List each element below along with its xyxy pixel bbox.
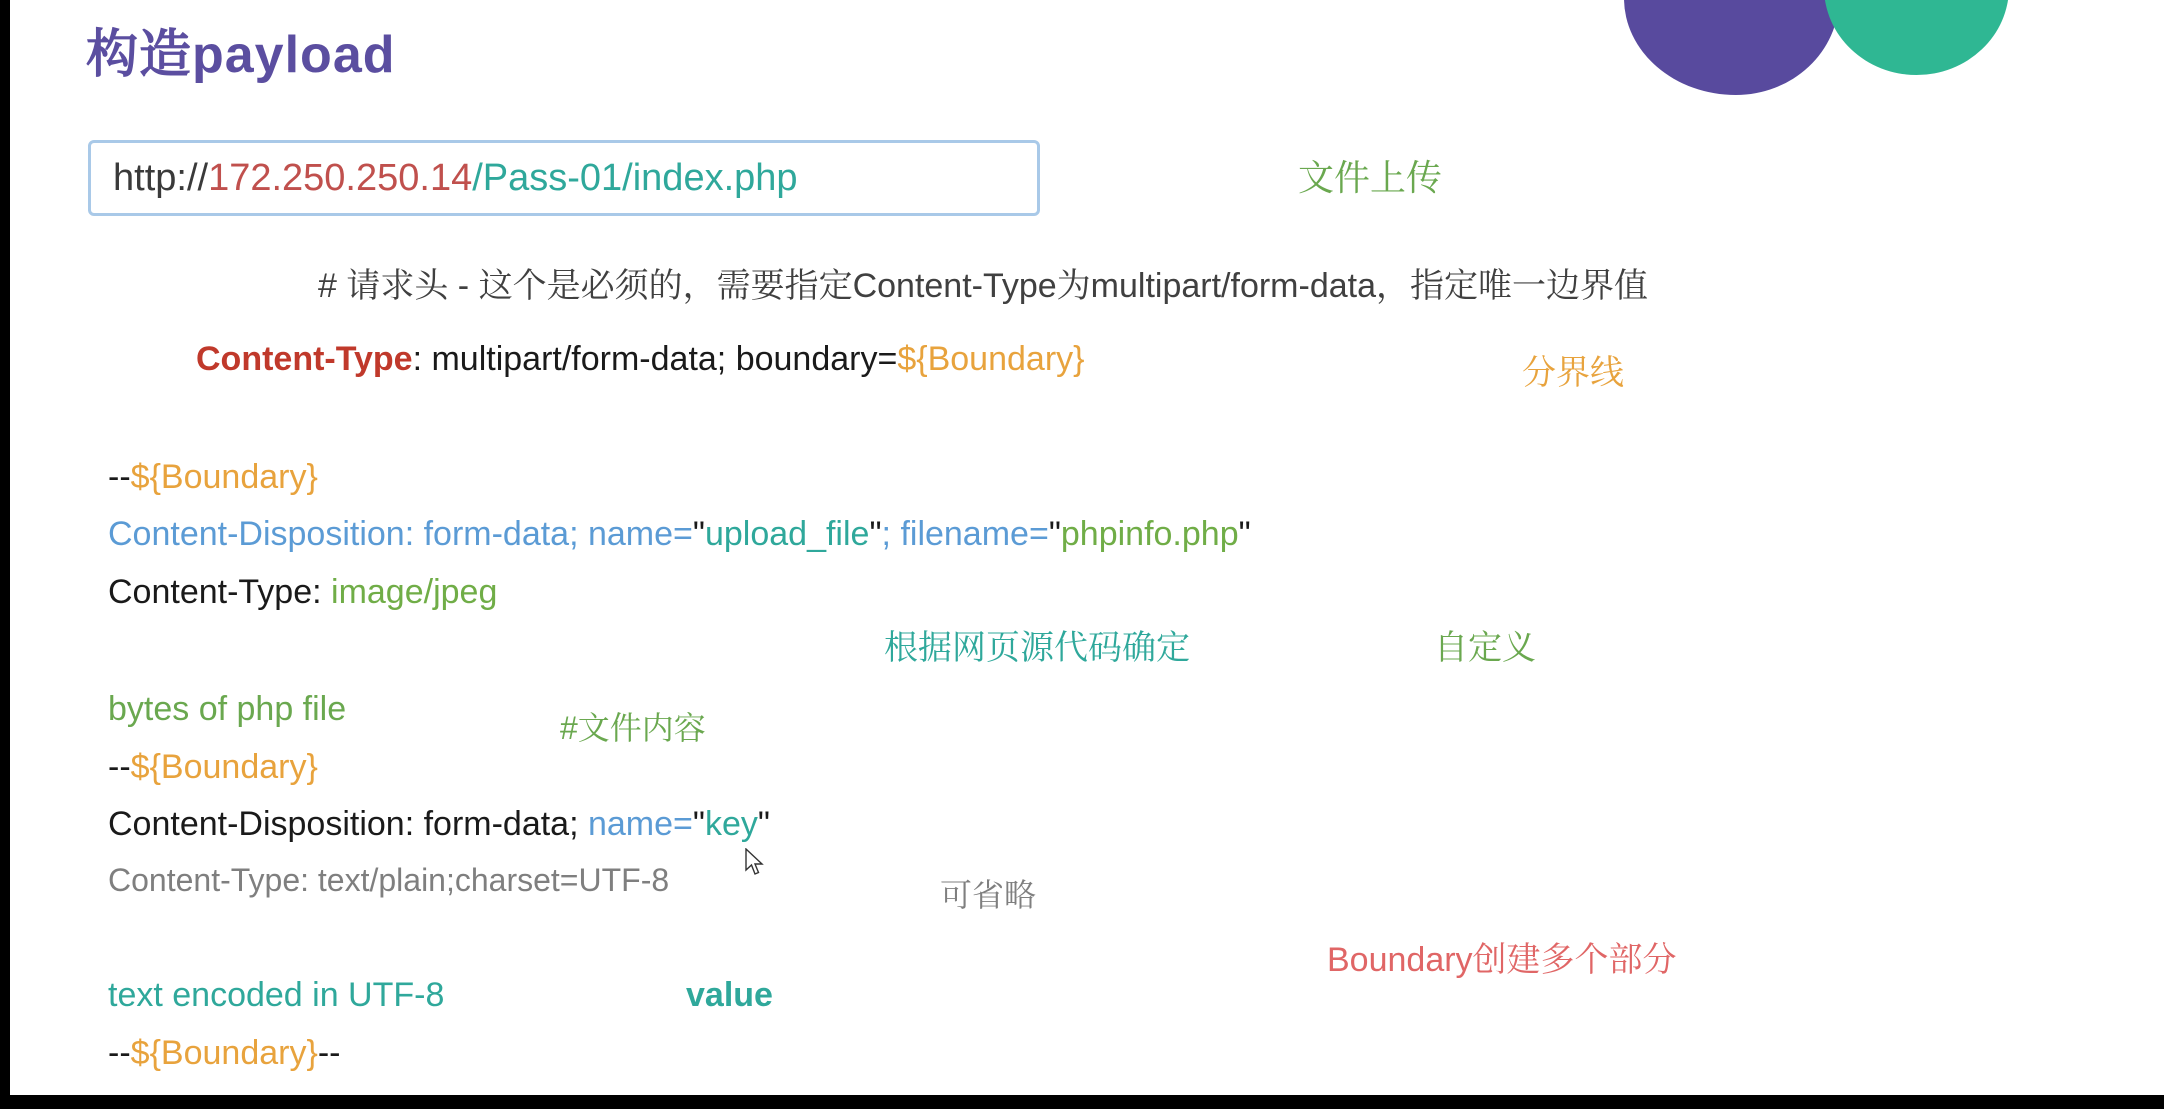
left-letterbox-bar — [0, 0, 10, 1109]
boundary-dashes-2: -- — [108, 748, 131, 786]
disposition-filename-key: filename= — [900, 515, 1049, 553]
filename-quote-close: " — [1238, 515, 1251, 553]
url-protocol: http:// — [113, 156, 209, 199]
utf8-text-placeholder: text encoded in UTF-8 — [108, 976, 445, 1014]
boundary-tail-dashes: -- — [317, 1034, 341, 1072]
disposition-name-value-1: upload_file — [704, 515, 870, 553]
content-type-key: Content-Type — [196, 340, 413, 378]
disposition-quote-close-1: " — [869, 515, 882, 553]
boundary-dashes-3: -- — [108, 1034, 131, 1072]
page-title: 构造payload — [86, 26, 396, 84]
annotation-multi-part: Boundary创建多个部分 — [1327, 941, 1677, 979]
disposition-separator-1: ; — [881, 515, 901, 553]
content-disposition-key-line — [108, 805, 770, 844]
annotation-omittable: 可省略 — [940, 877, 1037, 913]
request-header-comment: # 请求头 - 这个是必须的，需要指定Content-Type为multipart/form-data，指定唯一边界值 — [318, 267, 1648, 305]
boundary-var-1: ${Boundary} — [130, 458, 318, 496]
key-quote-close: " — [757, 805, 770, 843]
url-path: /Pass-01/index.php — [472, 156, 798, 199]
url-host: 172.250.250.14 — [208, 156, 473, 199]
content-type-text-line: Content-Type: text/plain;charset=UTF-8 — [108, 862, 670, 898]
php-bytes-placeholder: bytes of php file — [108, 690, 347, 728]
disposition-name-key-1: name= — [587, 515, 693, 553]
boundary-open-line-2 — [108, 748, 318, 787]
disposition-head-1: Content-Disposition: form-data; — [108, 515, 588, 553]
boundary-var-2: ${Boundary} — [130, 748, 318, 786]
disposition-head-2: Content-Disposition: form-data; — [108, 805, 588, 843]
disposition-filename-value: phpinfo.php — [1060, 515, 1239, 553]
annotation-value: value — [686, 976, 773, 1014]
annotation-file-content: #文件内容 — [560, 710, 706, 746]
bottom-letterbox-bar — [0, 1095, 2164, 1109]
disposition-name-key-2: name= — [587, 805, 693, 843]
key-quote-open: " — [692, 805, 705, 843]
green-blob-shape — [1824, 0, 2009, 75]
content-disposition-file-line — [108, 515, 1251, 554]
content-type-file-key: Content-Type: — [108, 573, 332, 611]
boundary-close-line — [108, 1034, 340, 1073]
decorative-blobs — [1624, 0, 2044, 100]
boundary-open-line-1 — [108, 458, 318, 497]
content-type-header-line — [196, 340, 1085, 379]
filename-quote-open: " — [1048, 515, 1061, 553]
annotation-custom: 自定义 — [1434, 629, 1536, 667]
content-type-value: multipart/form-data; boundary= — [431, 340, 898, 378]
disposition-name-value-2: key — [704, 805, 758, 843]
annotation-from-source: 根据网页源代码确定 — [884, 629, 1190, 667]
content-type-file-line — [108, 573, 497, 612]
url-input-box[interactable] — [88, 140, 1040, 216]
disposition-quote-open-1: " — [692, 515, 705, 553]
content-type-separator: : — [412, 340, 432, 378]
mouse-cursor-icon — [745, 848, 767, 878]
annotation-file-upload: 文件上传 — [1298, 157, 1443, 198]
annotation-divider: 分界线 — [1522, 354, 1624, 392]
boundary-var-3: ${Boundary} — [130, 1034, 318, 1072]
content-type-boundary-var: ${Boundary} — [897, 340, 1085, 378]
boundary-dashes-1: -- — [108, 458, 131, 496]
content-type-file-value: image/jpeg — [331, 573, 498, 611]
purple-blob-shape — [1624, 0, 1839, 95]
